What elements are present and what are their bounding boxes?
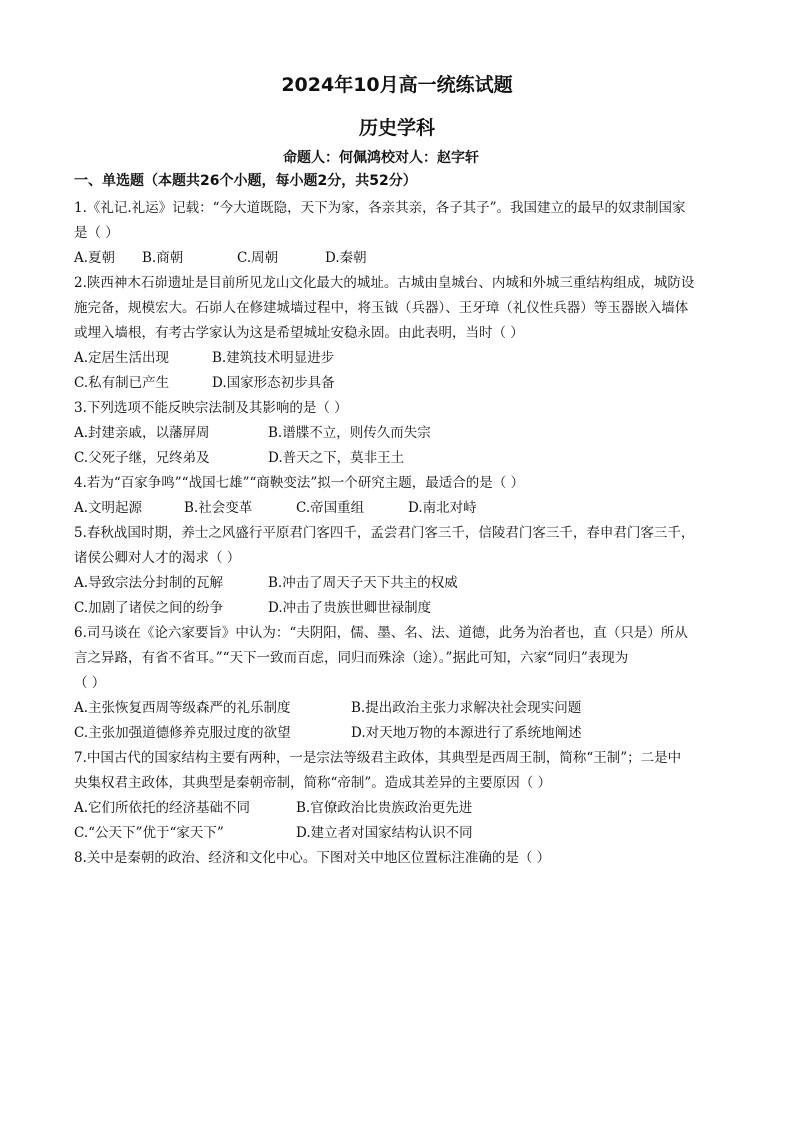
question-2-option-d: D.国家形态初步具备 <box>212 375 335 391</box>
question-1-line-2: 是（ ） <box>74 225 119 241</box>
question-5-option-a: A.导致宗法分封制的瓦解 <box>74 575 224 591</box>
question-7-line-2: 央集权君主政体，其典型是秦朝帝制，简称“帝制”。造成其差异的主要原因（ ） <box>74 775 552 791</box>
question-2-option-a: A.定居生活出现 <box>74 350 170 366</box>
section-heading: 一、单选题（本题共26个小题，每小题2分，共52分） <box>74 173 417 189</box>
question-6-option-a: A.主张恢复西周等级森严的礼乐制度 <box>74 700 291 716</box>
question-6-option-d: D.对天地万物的本源进行了系统地阐述 <box>351 725 582 741</box>
subject-title: 历史学科 <box>358 117 435 139</box>
question-6-line-3: （ ） <box>74 675 106 691</box>
question-4-option-c: C.帝国重组 <box>296 500 365 516</box>
question-2-line-3: 或埋入墙根，有考古学家认为这是希望城址安稳永固。由此表明，当时（ ） <box>74 325 524 341</box>
question-6-line-2: 言之异路，有省不省耳。”“天下一致而百虑，同归而殊涂（途）。”据此可知，六家“同归”表现为 <box>74 650 629 666</box>
question-4-option-d: D.南北对峙 <box>408 500 477 516</box>
question-2-line-1: 2.陕西神木石峁遗址是目前所见龙山文化最大的城址。古城由皇城台、内城和外城三重结构组成，城防设 <box>74 275 695 291</box>
question-7-line-1: 7.中国古代的国家结构主要有两种，一是宗法等级君主政体，其典型是西周王制，简称“王制”；二是中 <box>74 750 682 766</box>
question-3-option-a: A.封建亲戚，以藩屏周 <box>74 425 210 441</box>
question-4-option-a: A.文明起源 <box>74 500 143 516</box>
question-4-option-b: B.社会变革 <box>184 500 253 516</box>
question-8-line-1: 8.关中是秦朝的政治、经济和文化中心。下图对关中地区位置标注准确的是（ ） <box>74 850 551 866</box>
question-5-line-2: 诸侯公卿对人才的渴求（ ） <box>74 550 241 566</box>
question-4-line-1: 4.若为“百家争鸣”“战国七雄”“商鞅变法”拟一个研究主题，最适合的是（ ） <box>74 475 525 491</box>
question-7-option-d: D.建立者对国家结构认识不同 <box>296 825 473 841</box>
exam-title: 2024年10月高一统练试题 <box>281 74 513 96</box>
question-3-option-c: C.父死子继，兄终弟及 <box>74 450 210 466</box>
question-7-option-b: B.官僚政治比贵族政治更先进 <box>296 800 473 816</box>
question-1-option-d: D.秦朝 <box>325 250 367 266</box>
question-5-option-c: C.加剧了诸侯之间的纷争 <box>74 600 224 616</box>
question-5-line-1: 5.春秋战国时期，养士之风盛行平原君门客四千，孟尝君门客三千，信陵君门客三千，春申君门客三千， <box>74 525 695 541</box>
question-5-option-b: B.冲击了周天子天下共主的权威 <box>268 575 458 591</box>
question-3-line-1: 3.下列选项不能反映宗法制及其影响的是（ ） <box>74 400 348 416</box>
question-3-option-b: B.谱牒不立，则传久而失宗 <box>268 425 431 441</box>
question-7-option-a: A.它们所依托的经济基础不同 <box>74 800 251 816</box>
question-6-option-c: C.主张加强道德修养克服过度的欲望 <box>74 725 291 741</box>
question-2-option-b: B.建筑技术明显进步 <box>212 350 335 366</box>
question-5-option-d: D.冲击了贵族世卿世禄制度 <box>268 600 432 616</box>
question-1-option-b: B.商朝 <box>142 250 184 266</box>
question-7-option-c: C.“公天下”优于“家天下” <box>74 825 224 841</box>
question-6-line-1: 6.司马谈在《论六家要旨》中认为：“夫阴阳，儒、墨、名、法、道德，此务为治者也，直（只是）所从 <box>74 625 688 641</box>
question-3-option-d: D.普天之下，莫非王土 <box>268 450 405 466</box>
question-6-option-b: B.提出政治主张力求解决社会现实问题 <box>351 700 582 716</box>
question-2-option-c: C.私有制已产生 <box>74 375 170 391</box>
question-1-option-c: C.周朝 <box>237 250 279 266</box>
question-1-option-a: A.夏朝 <box>74 250 116 266</box>
question-2-line-2: 施完备，规模宏大。石峁人在修建城墙过程中，将玉钺（兵器）、王牙璋（礼仪性兵器）等玉器嵌入墙体 <box>74 300 689 316</box>
author-line: 命题人：何佩鸿校对人：赵字轩 <box>283 150 479 166</box>
question-1-line-1: 1.《礼记.礼运》记载：“今大道既隐，天下为家，各亲其亲，各子其子”。我国建立的最早的奴隶制国家 <box>74 200 686 216</box>
